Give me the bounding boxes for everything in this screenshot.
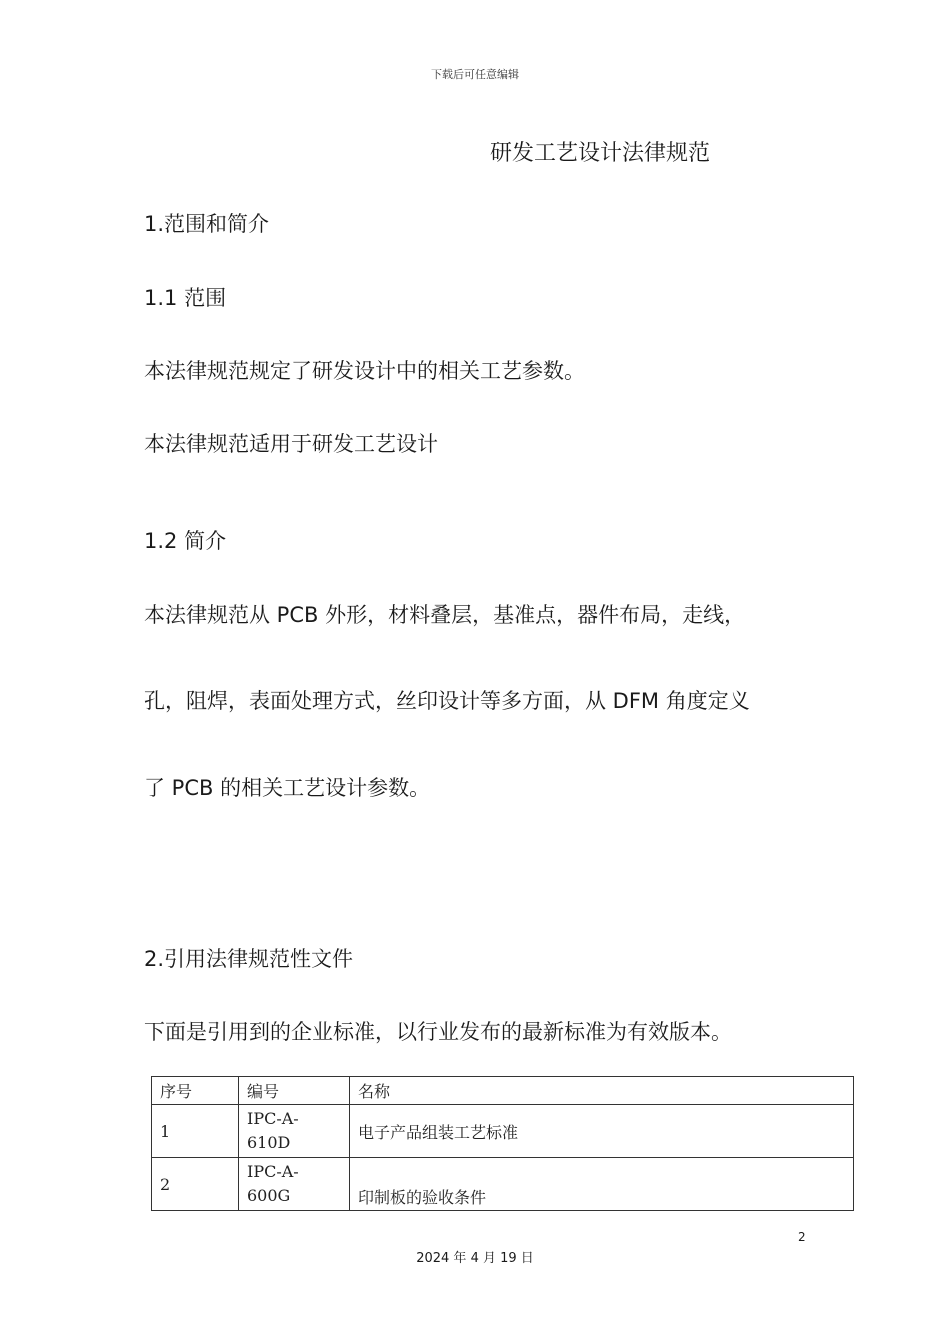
footer-date: 2024 年 4 月 19 日 — [416, 1251, 534, 1266]
cell-name: 电子产品组装工艺标准 — [350, 1105, 854, 1158]
cell-code — [239, 1105, 350, 1158]
cell-no: 2 — [152, 1158, 239, 1211]
cell-code-line-1: IPC-A- — [247, 1162, 299, 1181]
header-cell-no: 序号 — [152, 1077, 239, 1105]
header-cell-code: 编号 — [239, 1077, 350, 1105]
cell-code — [239, 1158, 350, 1211]
section-2-heading: 2.引用法律规范性文件 — [144, 947, 354, 971]
table-row — [152, 1158, 854, 1211]
cell-no: 1 — [152, 1105, 239, 1158]
section-1-1-paragraph-1: 本法律规范规定了研发设计中的相关工艺参数。 — [144, 359, 585, 383]
header-cell-name: 名称 — [350, 1077, 854, 1105]
cell-code-line-2: 610D — [247, 1133, 291, 1152]
section-1-2-line-3: 了 PCB 的相关工艺设计参数。 — [144, 776, 431, 800]
cell-name: 印制板的验收条件 — [350, 1158, 854, 1211]
section-1-2-heading: 1.2 简介 — [144, 529, 227, 553]
table-row — [152, 1105, 854, 1158]
table-header-row — [152, 1077, 854, 1105]
cell-code-line-2: 600G — [247, 1186, 291, 1205]
page-number: 2 — [798, 1230, 806, 1244]
header-note: 下载后可任意编辑 — [431, 68, 519, 81]
section-1-1-heading: 1.1 范围 — [144, 286, 227, 310]
cell-code-line-1: IPC-A- — [247, 1109, 299, 1128]
reference-table — [151, 1076, 854, 1211]
section-2-intro: 下面是引用到的企业标准，以行业发布的最新标准为有效版本。 — [144, 1020, 732, 1044]
document-title: 研发工艺设计法律规范 — [490, 141, 711, 166]
section-1-heading: 1.范围和简介 — [144, 212, 270, 236]
section-1-2-line-2: 孔，阻焊，表面处理方式，丝印设计等多方面，从 DFM 角度定义 — [144, 689, 750, 713]
section-1-2-line-1: 本法律规范从 PCB 外形，材料叠层，基准点，器件布局，走线， — [144, 603, 746, 627]
section-1-1-paragraph-2: 本法律规范适用于研发工艺设计 — [144, 432, 438, 456]
